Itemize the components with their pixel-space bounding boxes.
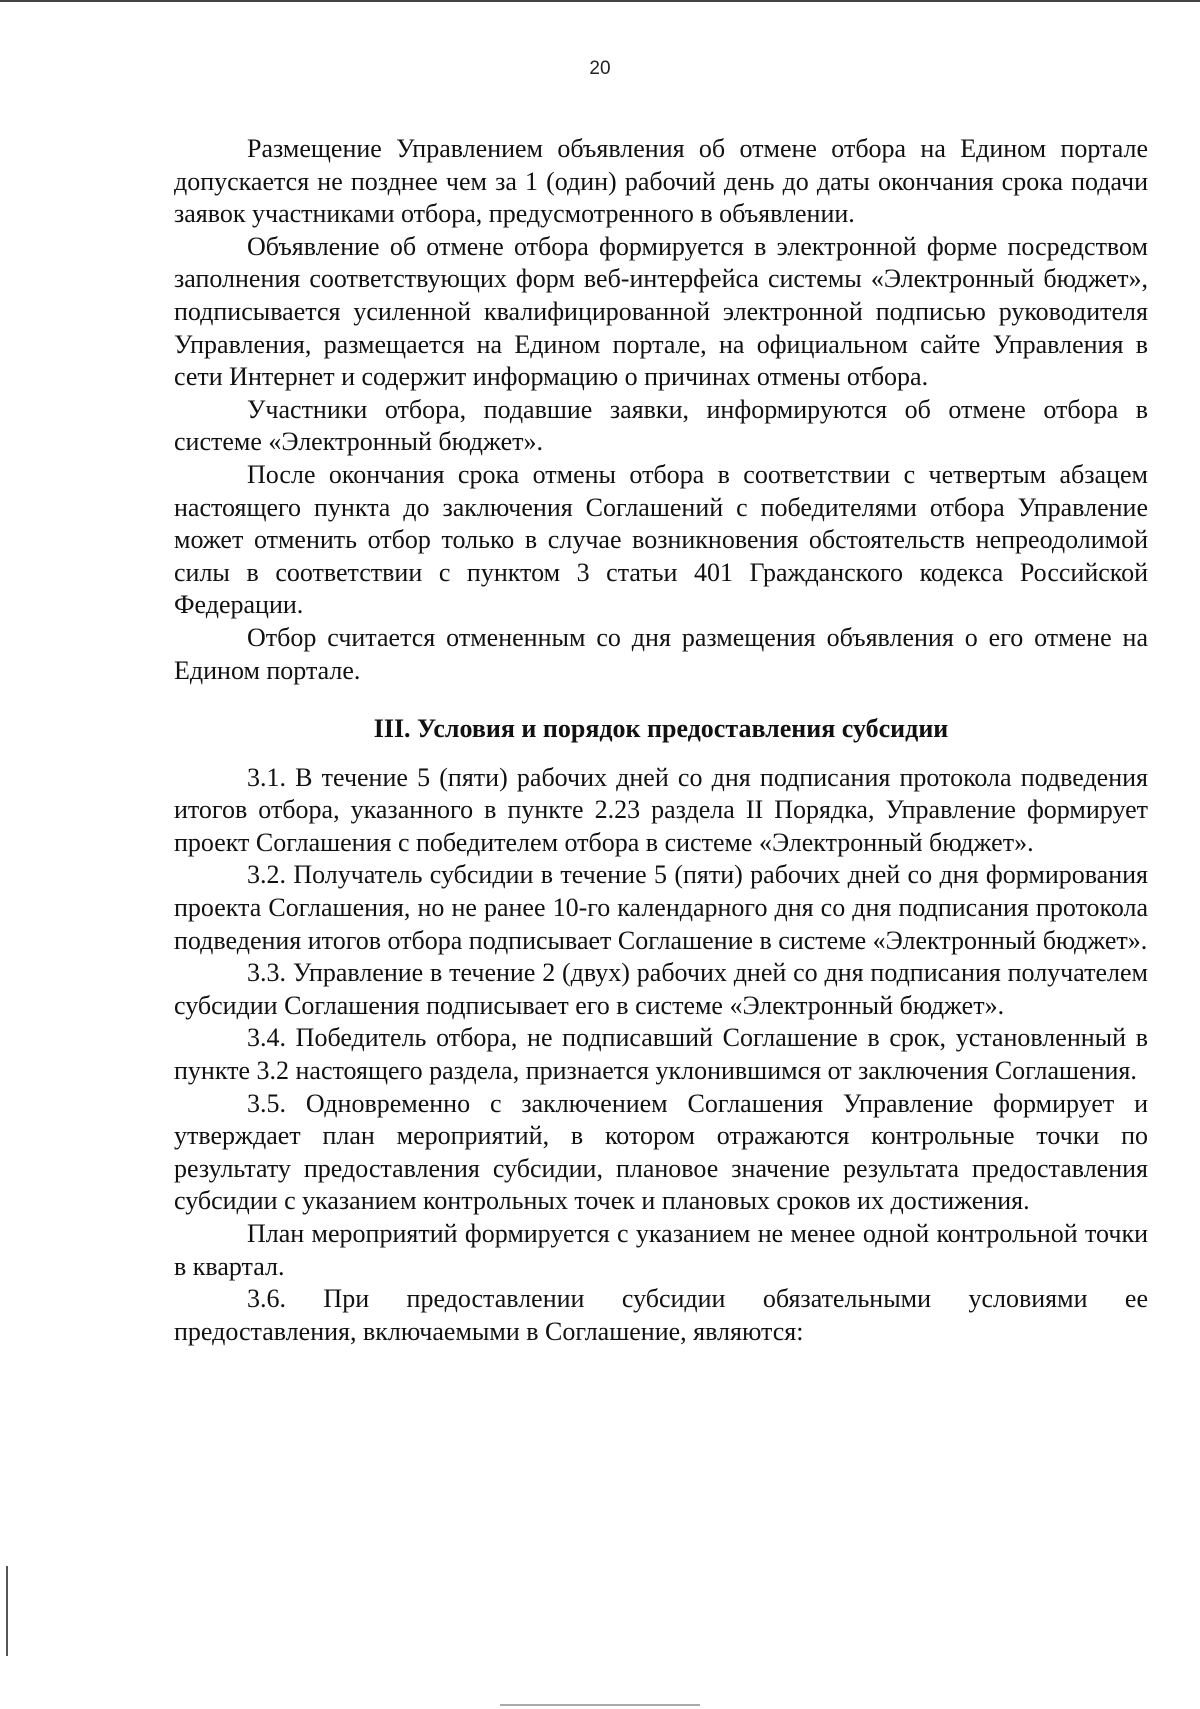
paragraph-force-majeure: После окончания срока отмены отбора в соответствии с четвертым абзацем настоящего пункта до заключения Соглашений с победителями отбора Управление может отменить отбор только в случае возникновения обстоятельств непреодолимой силы в соответствии с пунктом 3 статьи 401 Гражданского кодекса Российской Федерации.: [174, 459, 1148, 620]
paragraph-action-plan: План мероприятий формируется с указанием не менее одной контрольной точки в квартал.: [174, 1219, 1148, 1281]
clause-3-2: 3.2. Получатель субсидии в течение 5 (пяти) рабочих дней со дня формирования проекта Соглашения, но не ранее 10-го календарного дня со дня подписания протокола подведения итогов отбора подписывает Соглашение в системе «Электронный бюджет».: [174, 860, 1148, 955]
clause-3-6: 3.6. При предоставлении субсидии обязательными условиями ее предоставления, включаемыми в Соглашение, являются:: [174, 1284, 1148, 1346]
paragraph-participants-informed: Участники отбора, подавшие заявки, информируются об отмене отбора в системе «Электронный бюджет».: [174, 394, 1148, 457]
section-heading: III. Условия и порядок предоставления субсидии: [373, 714, 949, 744]
paragraph-cancel-effective: Отбор считается отмененным со дня размещения объявления о его отмене на Едином портале.: [174, 622, 1148, 685]
page-number: 20: [589, 58, 611, 79]
clause-3-5: 3.5. Одновременно с заключением Соглашения Управление формирует и утверждает план мероприятий, в котором отражаются контрольные точки по результату предоставления субсидии, плановое значение результата предоставления субсидии с указанием контрольных точек и плановых сроков их достижения.: [174, 1088, 1148, 1216]
top-edge-rule: [0, 0, 1200, 2]
scan-edge-mark: [6, 1566, 8, 1656]
paragraph-cancel-announcement-form: Объявление об отмене отбора формируется в электронной форме посредством заполнения соответствующих форм веб-интерфейса системы «Электронный бюджет», подписывается усиленной квалифицированной электронной подписью руководителя Управления, размещается на Едином портале, на официальном сайте Управления в сети Интернет и содержит информацию о причинах отмены отбора.: [174, 231, 1148, 392]
clause-3-3: 3.3. Управление в течение 2 (двух) рабочих дней со дня подписания получателем субсидии Соглашения подписывает его в системе «Электронный бюджет».: [174, 958, 1148, 1020]
clause-3-1: 3.1. В течение 5 (пяти) рабочих дней со дня подписания протокола подведения итогов отбора, указанного в пункте 2.23 раздела II Порядка, Управление формирует проект Соглашения с победителем отбора в системе «Электронный бюджет».: [174, 762, 1148, 857]
document-body: [174, 133, 1148, 1348]
clause-3-4: 3.4. Победитель отбора, не подписавший Соглашение в срок, установленный в пункте 3.2 настоящего раздела, признается уклонившимся от заключения Соглашения.: [174, 1023, 1148, 1086]
scan-bottom-mark: [500, 1704, 700, 1706]
paragraph-cancel-deadline: Размещение Управлением объявления об отмене отбора на Едином портале допускается не позднее чем за 1 (один) рабочий день до даты окончания срока подачи заявок участниками отбора, предусмотренного в объявлении.: [174, 134, 1148, 229]
